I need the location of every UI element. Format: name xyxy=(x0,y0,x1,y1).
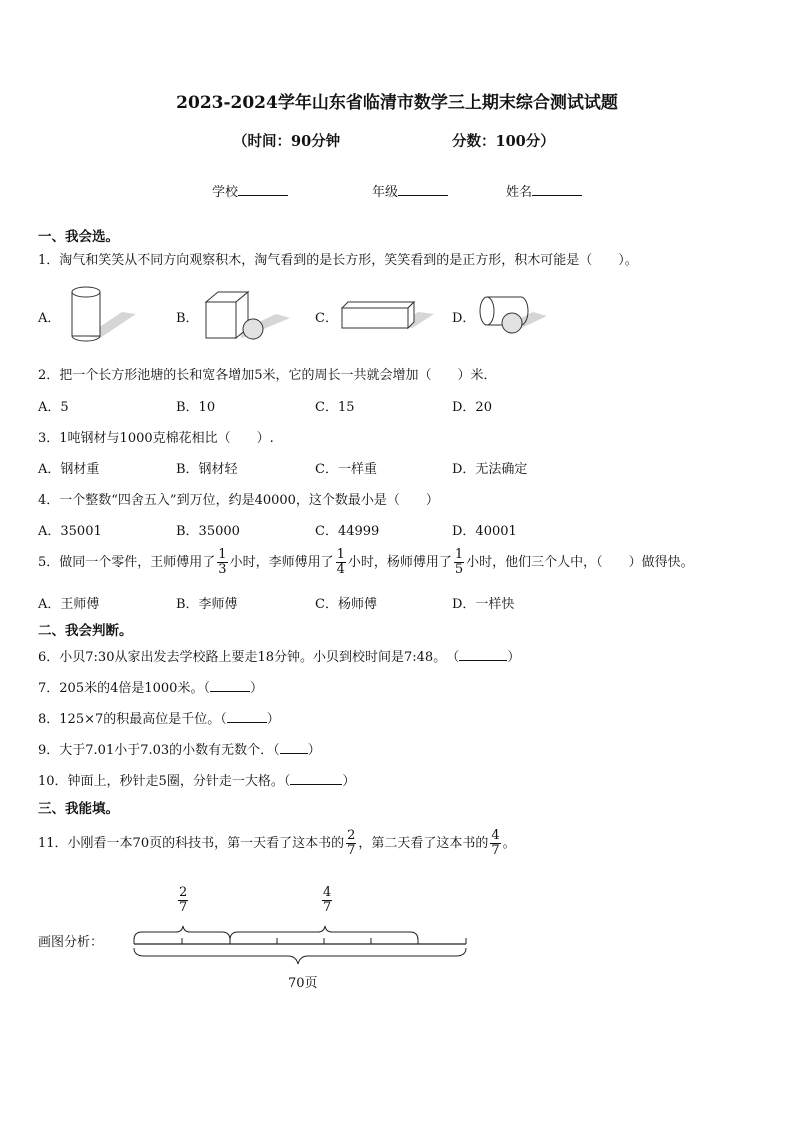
q6-answer-blank[interactable] xyxy=(459,647,507,661)
q4-option-d[interactable]: D．40001 xyxy=(452,524,517,539)
q5-option-a[interactable]: A．王师傅 xyxy=(38,597,100,612)
q2-option-a[interactable]: A．5 xyxy=(38,400,69,415)
q5-option-c[interactable]: C．杨师傅 xyxy=(315,597,377,612)
fraction-2-7: $\frac{2}{7}$ xyxy=(347,828,356,858)
diagram-fraction-4-7: $\frac{4}{7}$ xyxy=(323,885,332,915)
school-label: 学校 xyxy=(212,185,239,200)
q3-option-d[interactable]: D．无法确定 xyxy=(452,462,528,477)
section-2-heading: 二、我会判断。 xyxy=(38,623,133,639)
fraction-1-3: $\frac{1}{3}$ xyxy=(218,547,227,577)
diagram-fraction-2-7: $\frac{2}{7}$ xyxy=(179,885,188,915)
question-7: 7．205米的4倍是1000米。（ ） xyxy=(38,677,263,696)
diagram-total-label: 70页 xyxy=(288,976,318,991)
question-1: 1．淘气和笑笑从不同方向观察积木，淘气看到的是长方形，笑笑看到的是正方形，积木可能是（ ）。 xyxy=(38,253,638,268)
q5-option-d[interactable]: D．一样快 xyxy=(452,597,515,612)
question-10: 10．钟面上，秒针走5圈，分针走一大格。（ ） xyxy=(38,770,355,789)
q8-answer-blank[interactable] xyxy=(227,709,267,723)
cylinder-icon xyxy=(62,282,140,342)
q4-option-a[interactable]: A．35001 xyxy=(38,524,102,539)
page-title: 2023-2024学年山东省临清市数学三上期末综合测试试题 xyxy=(176,93,618,113)
fraction-4-7: $\frac{4}{7}$ xyxy=(491,828,500,858)
section-3-heading: 三、我能填。 xyxy=(38,801,119,817)
question-5: 5．做同一个零件，王师傅用了 $\frac{1}{3}$ 小时，李师傅用了 $\frac{1}{4}$ 小时，杨师傅用了 $\frac{1}{5}$ 小时，他们三个人中，（ ）做得快。 xyxy=(38,547,694,577)
name-label: 姓名 xyxy=(506,185,533,200)
name-field[interactable] xyxy=(506,181,582,200)
fraction-1-5: $\frac{1}{5}$ xyxy=(454,547,464,577)
q1-option-c[interactable]: C． xyxy=(315,311,338,326)
lying-cylinder-and-sphere-icon xyxy=(475,292,551,338)
q2-option-d[interactable]: D．20 xyxy=(452,400,492,415)
q5-option-b[interactable]: B．李师傅 xyxy=(176,597,238,612)
question-9: 9．大于7.01小于7.03的小数有无数个．（ ） xyxy=(38,739,321,758)
q4-option-b[interactable]: B．35000 xyxy=(176,524,240,539)
exam-score: 分数：100分） xyxy=(452,133,555,150)
q9-answer-blank[interactable] xyxy=(280,740,308,754)
cube-and-sphere-icon xyxy=(198,288,294,344)
question-8: 8．125×7的积最高位是千位。（ ） xyxy=(38,708,280,727)
question-2: 2．把一个长方形池塘的长和宽各增加5米，它的周长一共就会增加（ ）米． xyxy=(38,368,497,383)
question-11: 11．小刚看一本70页的科技书，第一天看了这本书的 $\frac{2}{7}$ ，第二天看了这本书的 $\frac{4}{7}$ 。 xyxy=(38,828,516,858)
q1-option-b[interactable]: B． xyxy=(176,311,199,326)
line-segment-diagram xyxy=(128,924,470,968)
question-6: 6．小贝7:30从家出发去学校路上要走18分钟。小贝到校时间是7:48。 （ ） xyxy=(38,646,520,665)
q3-option-c[interactable]: C．一样重 xyxy=(315,462,377,477)
cuboid-icon xyxy=(338,298,438,334)
q2-option-c[interactable]: C．15 xyxy=(315,400,355,415)
question-4: 4．一个整数“四舍五入”到万位，约是40000，这个数最小是（ ） xyxy=(38,493,439,508)
q3-option-a[interactable]: A．钢材重 xyxy=(38,462,100,477)
q3-option-b[interactable]: B．钢材轻 xyxy=(176,462,238,477)
exam-time: （时间：90分钟 xyxy=(233,133,341,150)
diagram-label: 画图分析： xyxy=(38,935,104,950)
q7-answer-blank[interactable] xyxy=(210,678,250,692)
school-field[interactable] xyxy=(212,181,288,200)
q4-option-c[interactable]: C．44999 xyxy=(315,524,380,539)
q1-option-d[interactable]: D． xyxy=(452,311,476,326)
grade-label: 年级 xyxy=(372,185,399,200)
q10-answer-blank[interactable] xyxy=(290,771,342,785)
q1-option-a[interactable]: A． xyxy=(38,311,61,326)
question-3: 3．1吨钢材与1000克棉花相比（ ）. xyxy=(38,431,274,446)
grade-field[interactable] xyxy=(372,181,448,200)
fraction-1-4: $\frac{1}{4}$ xyxy=(336,547,345,577)
section-1-heading: 一、我会选。 xyxy=(38,229,119,245)
q2-option-b[interactable]: B．10 xyxy=(176,400,216,415)
